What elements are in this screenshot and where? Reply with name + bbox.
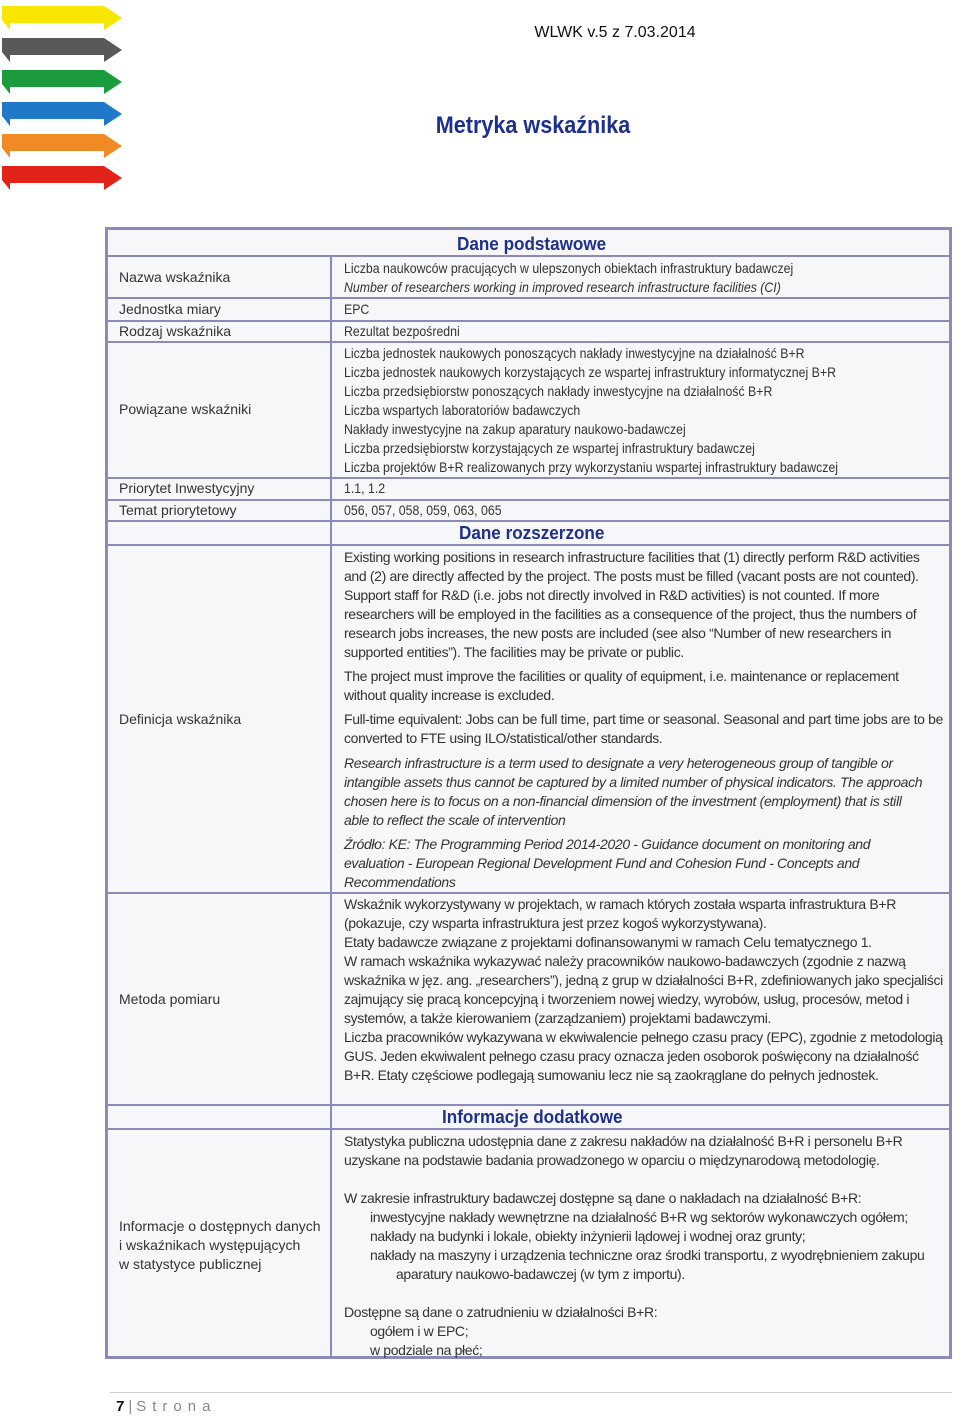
info-item-1: inwestycyjne nakłady wewnętrzne na działalność B+R wg sektorów wykonawczych ogółem; — [370, 1209, 908, 1225]
related-indicator-6: Liczba przedsiębiorstw korzystających ze wspartej infrastruktury badawczej — [344, 440, 755, 456]
related-indicator-5: Nakłady inwestycyjne na zakup aparatury naukowo-badawczej — [344, 421, 686, 437]
section-title-additional: Informacje dodatkowe — [442, 1107, 623, 1127]
label-powiazane: Powiązane wskaźniki — [119, 401, 252, 417]
label-nazwa: Nazwa wskaźnika — [119, 269, 231, 285]
info-paragraph-2: W zakresie infrastruktury badawczej dostępne są dane o nakładach na działalność B+R: — [344, 1190, 862, 1206]
definition-paragraph-1: Existing working positions in research infrastructure facilities that (1) directly perform R&D activities and (2) are directly affected by the project. The posts must be filled (vacant posts are not counted). Support staff for R&D (i.e. jobs not directly involved in R&D activities) is not counted. If more researchers will be employed in the facilities as a consequence of the project, thus the numbers of research jobs increases, the new posts are included (see also “Number of new researchers in supported entities”). The facilities may be private or public. — [344, 549, 920, 660]
info-employment-2: w podziale na płeć; — [370, 1342, 483, 1358]
label-informacje-3: w statystyce publicznej — [119, 1256, 262, 1272]
value-priorytet: 1.1, 1.2 — [344, 480, 386, 496]
related-indicator-2: Liczba jednostek naukowych korzystających ze wspartej infrastruktury informatycznej B+R — [344, 364, 836, 380]
info-item-2: nakłady na budynki i lokale, obiekty inżynierii lądowej i wodnej oraz grunty; — [370, 1228, 806, 1244]
definition-paragraph-3: Full-time equivalent: Jobs can be full time, part time or seasonal. Seasonal and part time jobs are to be converted to FTE using ILO/statistical/other standards. — [344, 711, 944, 746]
related-indicator-7: Liczba projektów B+R realizowanych przy wykorzystaniu wspartej infrastruktury badawczej — [344, 459, 839, 475]
section-title-basic: Dane podstawowe — [457, 234, 607, 254]
document-version: WLWK v.5 z 7.03.2014 — [534, 24, 696, 41]
arrow-5 — [2, 166, 122, 190]
label-jednostka: Jednostka miary — [119, 301, 221, 317]
value-jednostka: EPC — [344, 301, 370, 317]
arrow-2 — [2, 70, 122, 94]
method-paragraph-4: Liczba pracowników wykazywana w ekwiwalencie pełnego czasu pracy (EPC), zgodnie z metodologią GUS. Jeden ekwiwalent pełnego czasu pracy oznacza jeden osoborok poświęcony na działalność B+R. Etaty częściowe podlegają sumowaniu lecz nie są zaokrąglane do pełnych jednostek. — [344, 1029, 943, 1083]
definition-paragraph-4: Research infrastructure is a term used to designate a very heterogeneous group of tangible or intangible assets thus cannot be captured by a limited number of physical indicators. The approach chosen here is to focus on a non-financial dimension of the investment (employment) that is still able to reflect the scale of intervention — [344, 755, 923, 828]
label-rodzaj: Rodzaj wskaźnika — [119, 323, 232, 339]
method-paragraph-1: Wskaźnik wykorzystywany w projektach, w ramach których została wsparta infrastruktura B+R (pokazuje, czy wsparta infrastruktura jest przez kogoś wykorzystywana). — [344, 896, 896, 931]
value-nazwa-en: Number of researchers working in improved research infrastructure facilities (CI) — [344, 279, 781, 295]
definition-paragraph-2: The project must improve the facilities or quality of equipment, i.e. maintenance or replacement without quality increase is excluded. — [344, 668, 899, 703]
related-indicator-3: Liczba przedsiębiorstw ponoszących nakłady inwestycyjne na działalność B+R — [344, 383, 773, 399]
info-paragraph-3: Dostępne są dane o zatrudnieniu w działalności B+R: — [344, 1304, 658, 1320]
page-title: Metryka wskaźnika — [435, 112, 631, 139]
info-employment-1: ogółem i w EPC; — [370, 1323, 469, 1339]
info-paragraph-1: Statystyka publiczna udostępnia dane z zakresu nakładów na działalność B+R i personelu B+R uzyskane na podstawie badania prowadzonego w oparciu o międzynarodową metodologię. — [344, 1133, 903, 1168]
related-indicator-1: Liczba jednostek naukowych ponoszących nakłady inwestycyjne na działalność B+R — [344, 345, 805, 361]
value-rodzaj: Rezultat bezpośredni — [344, 323, 460, 339]
section-title-extended: Dane rozszerzone — [459, 523, 605, 543]
value-temat: 056, 057, 058, 059, 063, 065 — [344, 502, 502, 518]
method-paragraph-2: Etaty badawcze związane z projektami dofinansowanymi w ramach Celu tematycznego 1. — [344, 934, 872, 950]
info-item-3: nakłady na maszyny i urządzenia techniczne oraz środki transportu, z wyodrębnieniem zakupu — [370, 1247, 925, 1263]
label-temat: Temat priorytetowy — [119, 502, 237, 518]
page-footer — [116, 1398, 216, 1415]
related-indicator-4: Liczba wspartych laboratoriów badawczych — [344, 402, 581, 418]
label-metoda: Metoda pomiaru — [119, 991, 221, 1007]
definition-source: Źródło: KE: The Programming Period 2014-2020 - Guidance document on monitoring and evaluation - European Regional Development Fund and Cohesion Fund - Concepts and Recommendations — [344, 836, 871, 890]
value-nazwa-pl: Liczba naukowców pracujących w ulepszonych obiektach infrastruktury badawczej — [344, 260, 794, 276]
footer-separator: | — [128, 1398, 133, 1415]
page-number: 7 — [116, 1398, 125, 1415]
indicator-metric-table — [105, 227, 952, 1359]
label-definicja: Definicja wskaźnika — [119, 711, 242, 727]
label-informacje-2: i wskaźnikach występujących — [119, 1237, 301, 1253]
footer-page-word: Strona — [136, 1398, 217, 1415]
method-paragraph-3: W ramach wskaźnika wykazywać należy pracowników naukowo-badawczych (zgodnie z nazwą wskaźnika w jęz. ang. „researchers”), jedną z grup w działalności B+R, zdefiniowanych jako specjaliści zajmujący się pracą koncepcyjną i tworzeniem nowej wiedzy, wyrobów, usług, procesów, metod i systemów, a także kierowaniem (zarządzaniem) projektami badawczymi. — [344, 953, 943, 1026]
info-item-3-cont: aparatury naukowo-badawczej (w tym z importu). — [396, 1266, 685, 1282]
label-priorytet: Priorytet Inwestycyjny — [119, 480, 255, 496]
label-informacje-1: Informacje o dostępnych danych — [119, 1218, 321, 1234]
